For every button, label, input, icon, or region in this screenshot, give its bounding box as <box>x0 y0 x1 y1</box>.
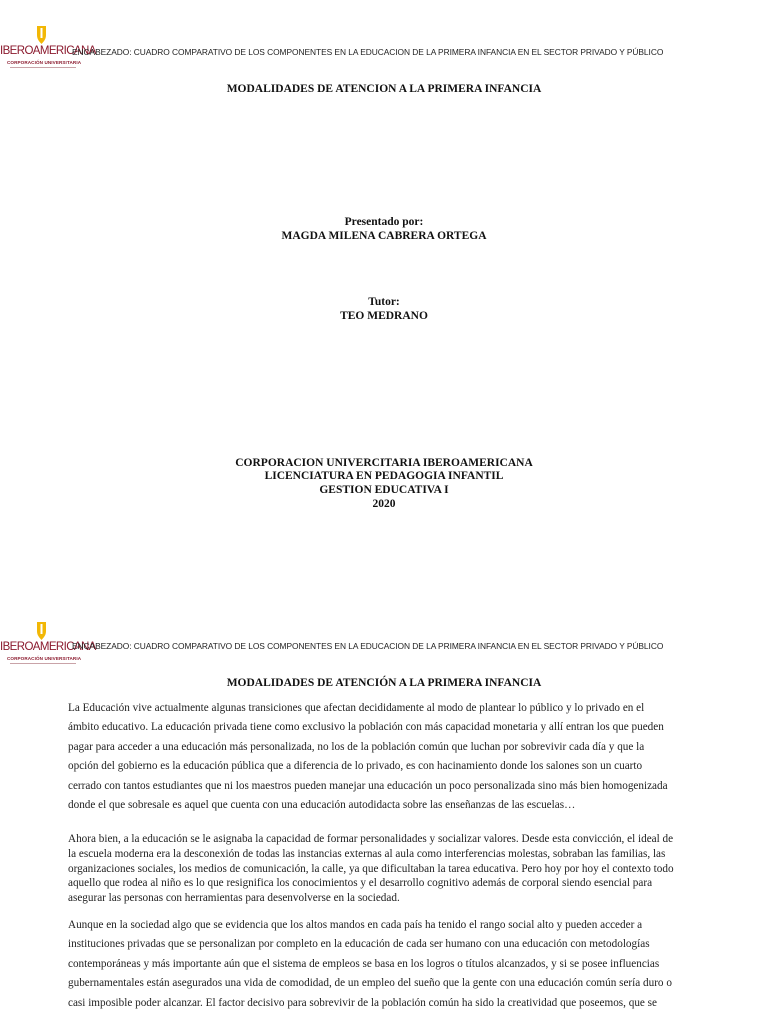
text-line: asegurar las personas con herramientas para desenvolverse en la sociedad. <box>68 892 400 905</box>
text-line: cerrado con tantos estudiantes que ni los maestros pueden manejar una educación un poco personalizada sino más bien homogenizada <box>68 779 668 792</box>
author-name: MAGDA MILENA CABRERA ORTEGA <box>281 230 487 242</box>
text-line: Ahora bien, a la educación se le asignaba la capacidad de formar personalidades y socializar valores. Desde esta convicción, el ideal de <box>68 833 674 845</box>
text-line: contemporáneas y más importante aún que el sistema de empleos se basa en los logros o títulos alcanzados, y si se posee influencias <box>68 957 660 970</box>
paragraph-1 <box>68 699 702 815</box>
course-name: GESTION EDUCATIVA I <box>319 484 449 496</box>
page-title: MODALIDADES DE ATENCION A LA PRIMERA INFANCIA <box>226 83 542 95</box>
text-line: aquello que rodea al niño es lo que resignifica los conocimientos y el desarrollo cognitivo además de corporal siendo esencial para <box>68 877 653 890</box>
logo-rule <box>10 663 76 666</box>
institution-name: CORPORACION UNIVERCITARIA IBEROAMERICANA <box>235 457 533 469</box>
logo-subtitle: CORPORACIÓN UNIVERSITARIA <box>7 656 82 661</box>
logo-wordmark: IBEROAMERICANA <box>0 641 96 653</box>
program-name: LICENCIATURA EN PEDAGOGIA INFANTIL <box>264 470 504 482</box>
text-line: instituciones privadas que se personalizan por completo en la educación de cada ser humano con una educación con metodologías <box>68 938 650 951</box>
year: 2020 <box>372 498 396 510</box>
logo-subtitle: CORPORACIÓN UNIVERSITARIA <box>7 60 82 65</box>
page-title: MODALIDADES DE ATENCIÓN A LA PRIMERA INFANCIA <box>226 677 542 689</box>
text-line: la escuela moderna era la desconexión de todas las instancias externas al aula como interferencias molestas, sobraban las familias, las <box>68 847 666 860</box>
text-line: casi imposible poder alcanzar. El factor decisivo para sobrevivir de la población común ha sido la creatividad que poseemos, que se <box>68 996 658 1009</box>
torch-icon <box>36 26 47 44</box>
text-line: ámbito educativo. La educación privada tiene como exclusivo la población con más capacidad monetaria y allí entran los que pueden <box>68 721 664 734</box>
content-page <box>0 610 768 1024</box>
logo-rule <box>10 67 76 70</box>
tutor-name: TEO MEDRANO <box>340 310 428 322</box>
paragraph-2 <box>68 832 702 906</box>
tutor-label: Tutor: <box>368 296 400 308</box>
paragraph-3 <box>68 916 702 1013</box>
running-header: ENCABEZADO: CUADRO COMPARATIVO DE LOS COMPONENTES EN LA EDUCACION DE LA PRIMERA INFANCIA EN EL SECTOR PRIVADO Y PÚBLICO <box>72 47 664 57</box>
torch-icon <box>36 622 47 640</box>
text-line: opción del gobierno es la educación pública que a diferencia de lo privado, es con hacinamiento donde los salones son un cuarto <box>68 760 643 773</box>
running-header: ENCABEZADO: CUADRO COMPARATIVO DE LOS COMPONENTES EN LA EDUCACION DE LA PRIMERA INFANCIA EN EL SECTOR PRIVADO Y PÚBLICO <box>72 641 664 651</box>
text-line: La Educación vive actualmente algunas transiciones que afectan decididamente al modo de plantear lo público y lo privado en el <box>68 702 645 714</box>
logo-wordmark: IBEROAMERICANA <box>0 45 96 57</box>
text-line: organizaciones sociales, los medios de comunicación, la calle, ya que dificultaban la tarea educativa. Pero hoy por hoy el contexto todo <box>68 862 674 875</box>
text-line: gubernamentales están asegurados una vida de comodidad, de un empleo del sueño que la gente con una educación común sería duro o <box>68 977 672 990</box>
text-line: pagar para acceder a una educación más personalizada, no los de la población común que luchan por sobrevivir cada día y que la <box>68 740 645 753</box>
text-line: Aunque en la sociedad algo que se evidencia que los altos mandos en cada país ha tenido el rango social alto y pueden acceder a <box>68 919 643 931</box>
presented-label: Presentado por: <box>344 216 424 228</box>
text-line: donde el que sobresale es aquel que cuenta con una educación autodidacta sobre las enseñanzas de las escuelas… <box>68 799 576 812</box>
